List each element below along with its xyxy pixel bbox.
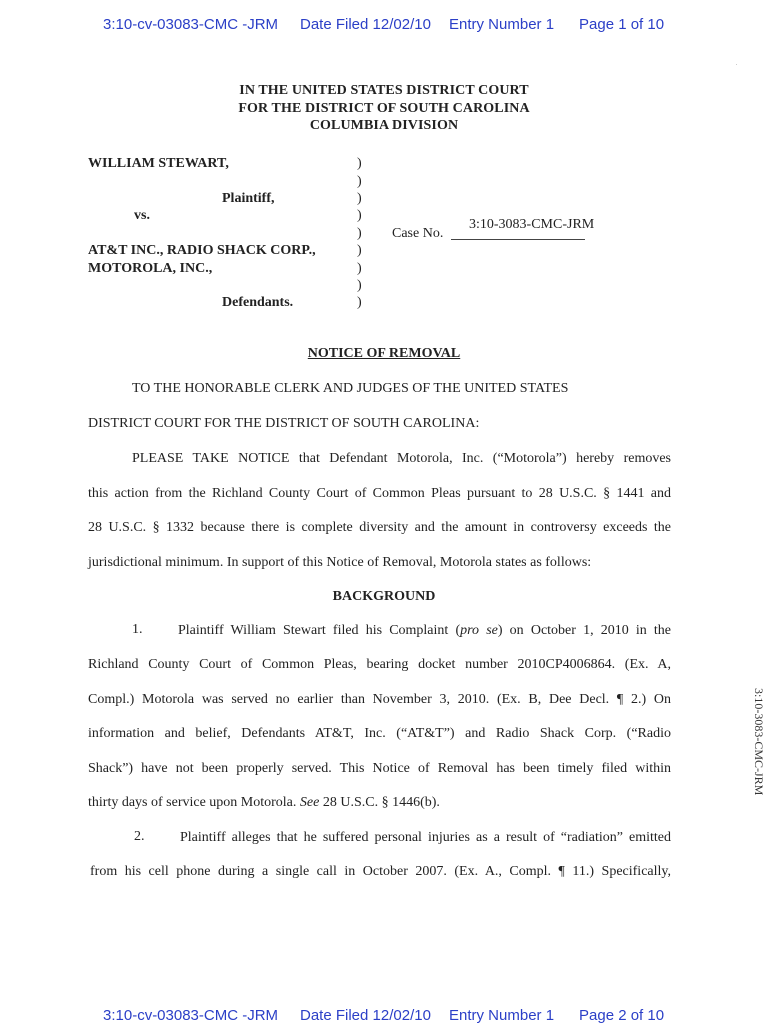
para1-line4: information and belief, Defendants AT&T, Inc. (“AT&T”) and Radio Shack Corp. (“Radio <box>88 726 671 741</box>
scan-mark <box>736 64 737 65</box>
case-no-underline <box>451 239 585 240</box>
caption-paren: ) <box>357 156 362 171</box>
para2-line2: from his cell phone during a single call in October 2007. (Ex. A., Compl. ¶ 11.) Specifically, <box>90 864 671 879</box>
document-title <box>0 346 768 362</box>
court-heading-line2: FOR THE DISTRICT OF SOUTH CAROLINA <box>238 101 530 116</box>
defendants-label: Defendants. <box>222 295 294 310</box>
caption-paren: ) <box>357 261 362 276</box>
ecf-entry-number: Entry Number 1 <box>449 16 555 33</box>
caption-paren: ) <box>357 208 362 223</box>
salutation-line1: TO THE HONORABLE CLERK AND JUDGES OF THE UNITED STATES <box>132 381 569 396</box>
intro-line4: jurisdictional minimum. In support of this Notice of Removal, Motorola states as follows: <box>88 555 592 570</box>
case-no-value: 3:10-3083-CMC-JRM <box>469 217 595 232</box>
ecf-page-number: Page 2 of 10 <box>579 1007 665 1024</box>
caption-paren: ) <box>357 174 362 189</box>
para1-line2: Richland County Court of Common Pleas, bearing docket number 2010CP4006864. (Ex. A, <box>88 657 671 672</box>
ecf-date-filed: Date Filed 12/02/10 <box>300 16 431 33</box>
salutation-line2: DISTRICT COURT FOR THE DISTRICT OF SOUTH CAROLINA: <box>88 416 480 431</box>
para1-line3: Compl.) Motorola was served no earlier than November 3, 2010. (Ex. B, Dee Decl. ¶ 2.) On <box>88 692 671 707</box>
intro-line2: this action from the Richland County Court of Common Pleas pursuant to 28 U.S.C. § 1441 and <box>88 486 671 501</box>
document-title-text: NOTICE OF REMOVAL <box>307 346 461 361</box>
paragraph-number: 1. <box>132 622 143 637</box>
ecf-header-next-page <box>0 1007 768 1029</box>
para1-line6-tail: 28 U.S.C. § 1446(b). <box>319 795 440 810</box>
intro-line3: 28 U.S.C. § 1332 because there is complete diversity and the amount in controversy exceeds the <box>88 520 671 535</box>
para1-italic-see: See <box>299 795 320 810</box>
versus-label: vs. <box>134 208 150 223</box>
para1-line1-text: Plaintiff William Stewart filed his Complaint ( <box>178 623 461 638</box>
plaintiff-label: Plaintiff, <box>222 191 275 206</box>
ecf-page-number: Page 1 of 10 <box>579 16 665 33</box>
defendants-line2: MOTOROLA, INC., <box>88 261 213 276</box>
paragraph-number: 2. <box>134 829 145 844</box>
court-heading-line3: COLUMBIA DIVISION <box>309 118 459 133</box>
para1-line5: Shack”) have not been properly served. This Notice of Removal has been timely filed within <box>88 761 671 776</box>
ecf-entry-number: Entry Number 1 <box>449 1007 555 1024</box>
case-no-label: Case No. <box>392 226 444 241</box>
para1-line6-text: thirty days of service upon Motorola. <box>88 795 300 810</box>
ecf-case-number: 3:10-cv-03083-CMC -JRM <box>103 1007 279 1024</box>
para1-line1 <box>178 622 671 640</box>
para1-line1-tail: ) on October 1, 2010 in the <box>497 623 672 638</box>
defendants-line1: AT&T INC., RADIO SHACK CORP., <box>88 243 316 258</box>
intro-line1: PLEASE TAKE NOTICE that Defendant Motorola, Inc. (“Motorola”) hereby removes <box>132 451 671 466</box>
ecf-case-number: 3:10-cv-03083-CMC -JRM <box>103 16 279 33</box>
side-case-stamp: 3:10-3083-CMC-JRM <box>752 688 766 796</box>
caption-paren: ) <box>357 278 362 293</box>
para1-line6 <box>88 794 671 812</box>
ecf-date-filed: Date Filed 12/02/10 <box>300 1007 431 1024</box>
caption-paren: ) <box>357 295 362 310</box>
background-heading: BACKGROUND <box>332 589 436 604</box>
para1-italic-pro-se: pro se <box>460 623 498 638</box>
court-heading-line1: IN THE UNITED STATES DISTRICT COURT <box>239 83 529 98</box>
plaintiff-name: WILLIAM STEWART, <box>88 156 229 171</box>
caption-paren: ) <box>357 243 362 258</box>
caption-paren: ) <box>357 226 362 241</box>
para2-line1: Plaintiff alleges that he suffered personal injuries as a result of “radiation” emitted <box>180 830 671 845</box>
caption-paren: ) <box>357 191 362 206</box>
